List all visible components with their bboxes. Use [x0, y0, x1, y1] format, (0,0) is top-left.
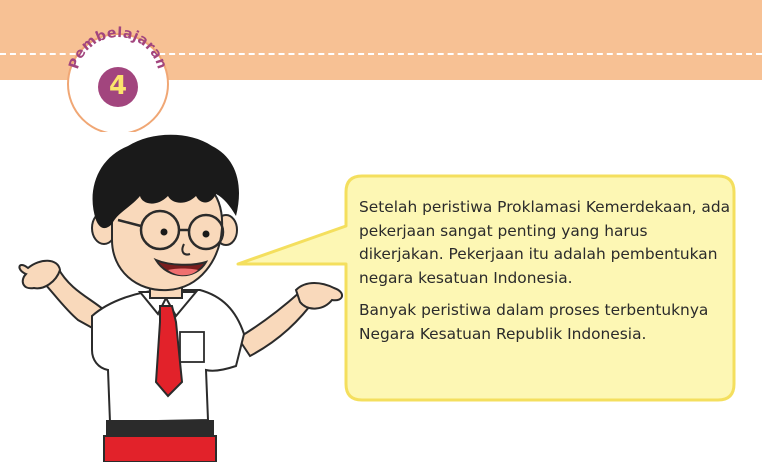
speech-paragraph-1: Setelah peristiwa Proklamasi Kemerdekaan, ada pekerjaan sangat penting yang harus dikerjakan. Pekerjaan itu adalah pembentukan negara kesatuan Indonesia.: [359, 198, 731, 287]
badge-label: Pembelajaran: [66, 24, 170, 72]
speech-bubble-text: [359, 196, 731, 346]
speech-paragraph-2: Banyak peristiwa dalam proses terbentuknya Negara Kesatuan Republik Indonesia.: [359, 301, 709, 343]
badge-number: 4: [108, 71, 128, 101]
